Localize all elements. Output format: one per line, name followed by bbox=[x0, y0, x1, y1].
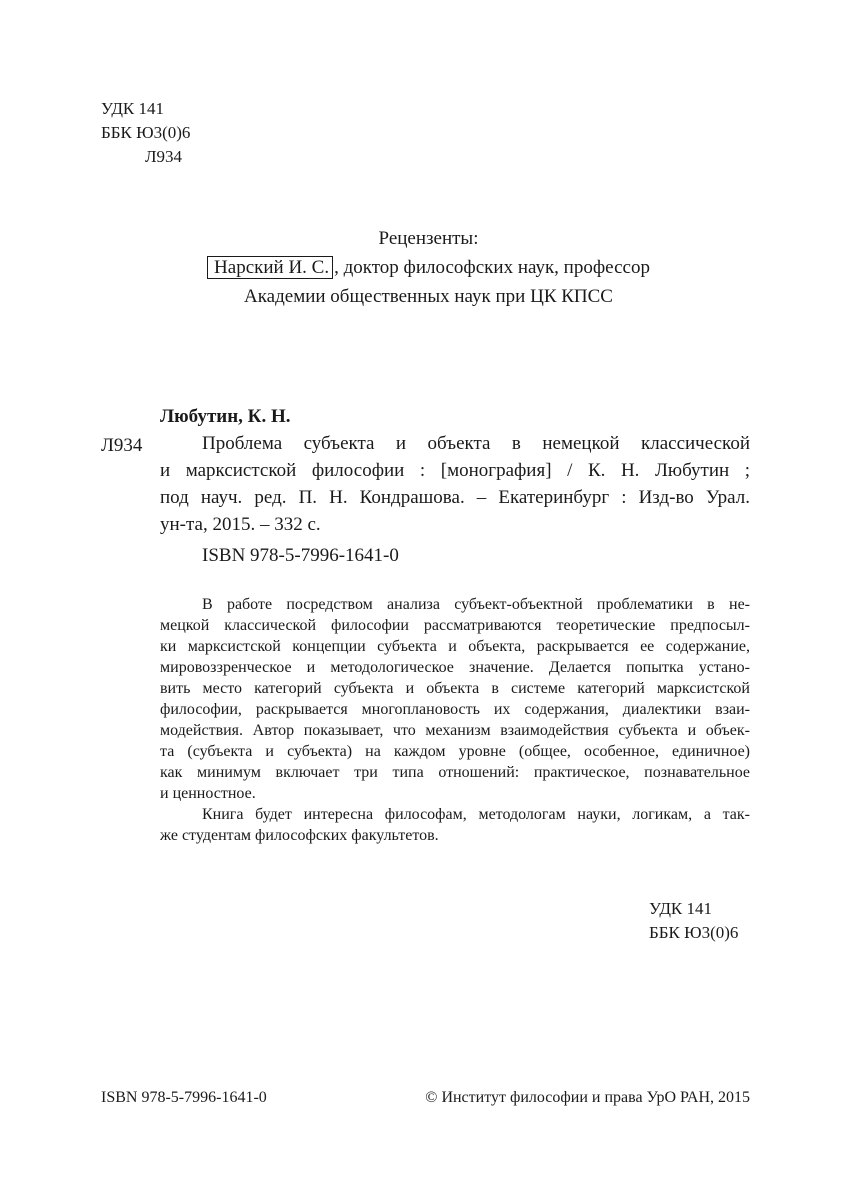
udk-code: УДК 141 bbox=[101, 99, 165, 118]
annotation-line: та (субъекта и субъекта) на каждом уровне (общее, особенное, единичное) bbox=[160, 743, 750, 760]
record-isbn: ISBN 978-5-7996-1641-0 bbox=[202, 545, 399, 566]
udk-code-bottom: УДК 141 bbox=[649, 899, 713, 918]
reviewer-line-1 bbox=[0, 253, 857, 282]
classification-bottom bbox=[649, 897, 738, 945]
reviewers-block bbox=[0, 224, 857, 311]
biblio-line: Проблема субъекта и объекта в немецкой классической bbox=[202, 433, 750, 454]
author-cipher: Л934 bbox=[145, 147, 183, 166]
annotation-line: ки марксистской концепции субъекта и объекта, раскрывается ее содержание, bbox=[160, 638, 750, 655]
annotation-line: вить место категорий субъекта и объекта в системе категорий марксистской bbox=[160, 680, 750, 697]
biblio-line: ун-та, 2015. – 332 с. bbox=[160, 514, 321, 535]
copyright-notice: © Институт философии и права УрО РАН, 2015 bbox=[425, 1089, 750, 1106]
reviewer-title: , доктор философских наук, профессор bbox=[334, 257, 650, 278]
bbk-code: ББК Ю3(0)6 bbox=[101, 123, 191, 142]
annotation-line: В работе посредством анализа субъект-объектной проблематики в не- bbox=[202, 596, 750, 613]
footer-isbn: ISBN 978-5-7996-1641-0 bbox=[101, 1089, 267, 1106]
record-cipher: Л934 bbox=[101, 435, 143, 456]
annotation-line: как минимум включает три типа отношений: практическое, познавательное bbox=[160, 764, 750, 781]
annotation-line: мецкой классической философии рассматриваются теоретические предпосыл- bbox=[160, 617, 750, 634]
reviewer-name-box: Нарский И. С. bbox=[207, 256, 333, 279]
annotation-line: Книга будет интересна философам, методологам науки, логикам, а так- bbox=[202, 806, 750, 823]
author-heading: Любутин, К. Н. bbox=[160, 406, 291, 427]
annotation-line: же студентам философских факультетов. bbox=[160, 827, 439, 844]
annotation-text bbox=[160, 594, 750, 846]
biblio-line: и марксистской философии : [монография] / К. Н. Любутин ; bbox=[160, 460, 750, 481]
bbk-code-bottom: ББК Ю3(0)6 bbox=[649, 923, 739, 942]
biblio-line: под науч. ред. П. Н. Кондрашова. – Екатеринбург : Изд-во Урал. bbox=[160, 487, 750, 508]
bibliographic-description bbox=[160, 430, 750, 538]
reviewers-heading: Рецензенты: bbox=[378, 228, 479, 249]
classification-top bbox=[101, 97, 190, 169]
annotation-line: модействия. Автор показывает, что механизм взаимодействия субъекта и объек- bbox=[160, 722, 750, 739]
annotation-line: философии, раскрывается многоплановость их содержания, диалектики взаи- bbox=[160, 701, 750, 718]
annotation-line: мировоззренческое и методологическое значение. Делается попытка устано- bbox=[160, 659, 750, 676]
reviewer-line-2: Академии общественных наук при ЦК КПСС bbox=[244, 286, 613, 307]
annotation-line: и ценностное. bbox=[160, 785, 256, 802]
